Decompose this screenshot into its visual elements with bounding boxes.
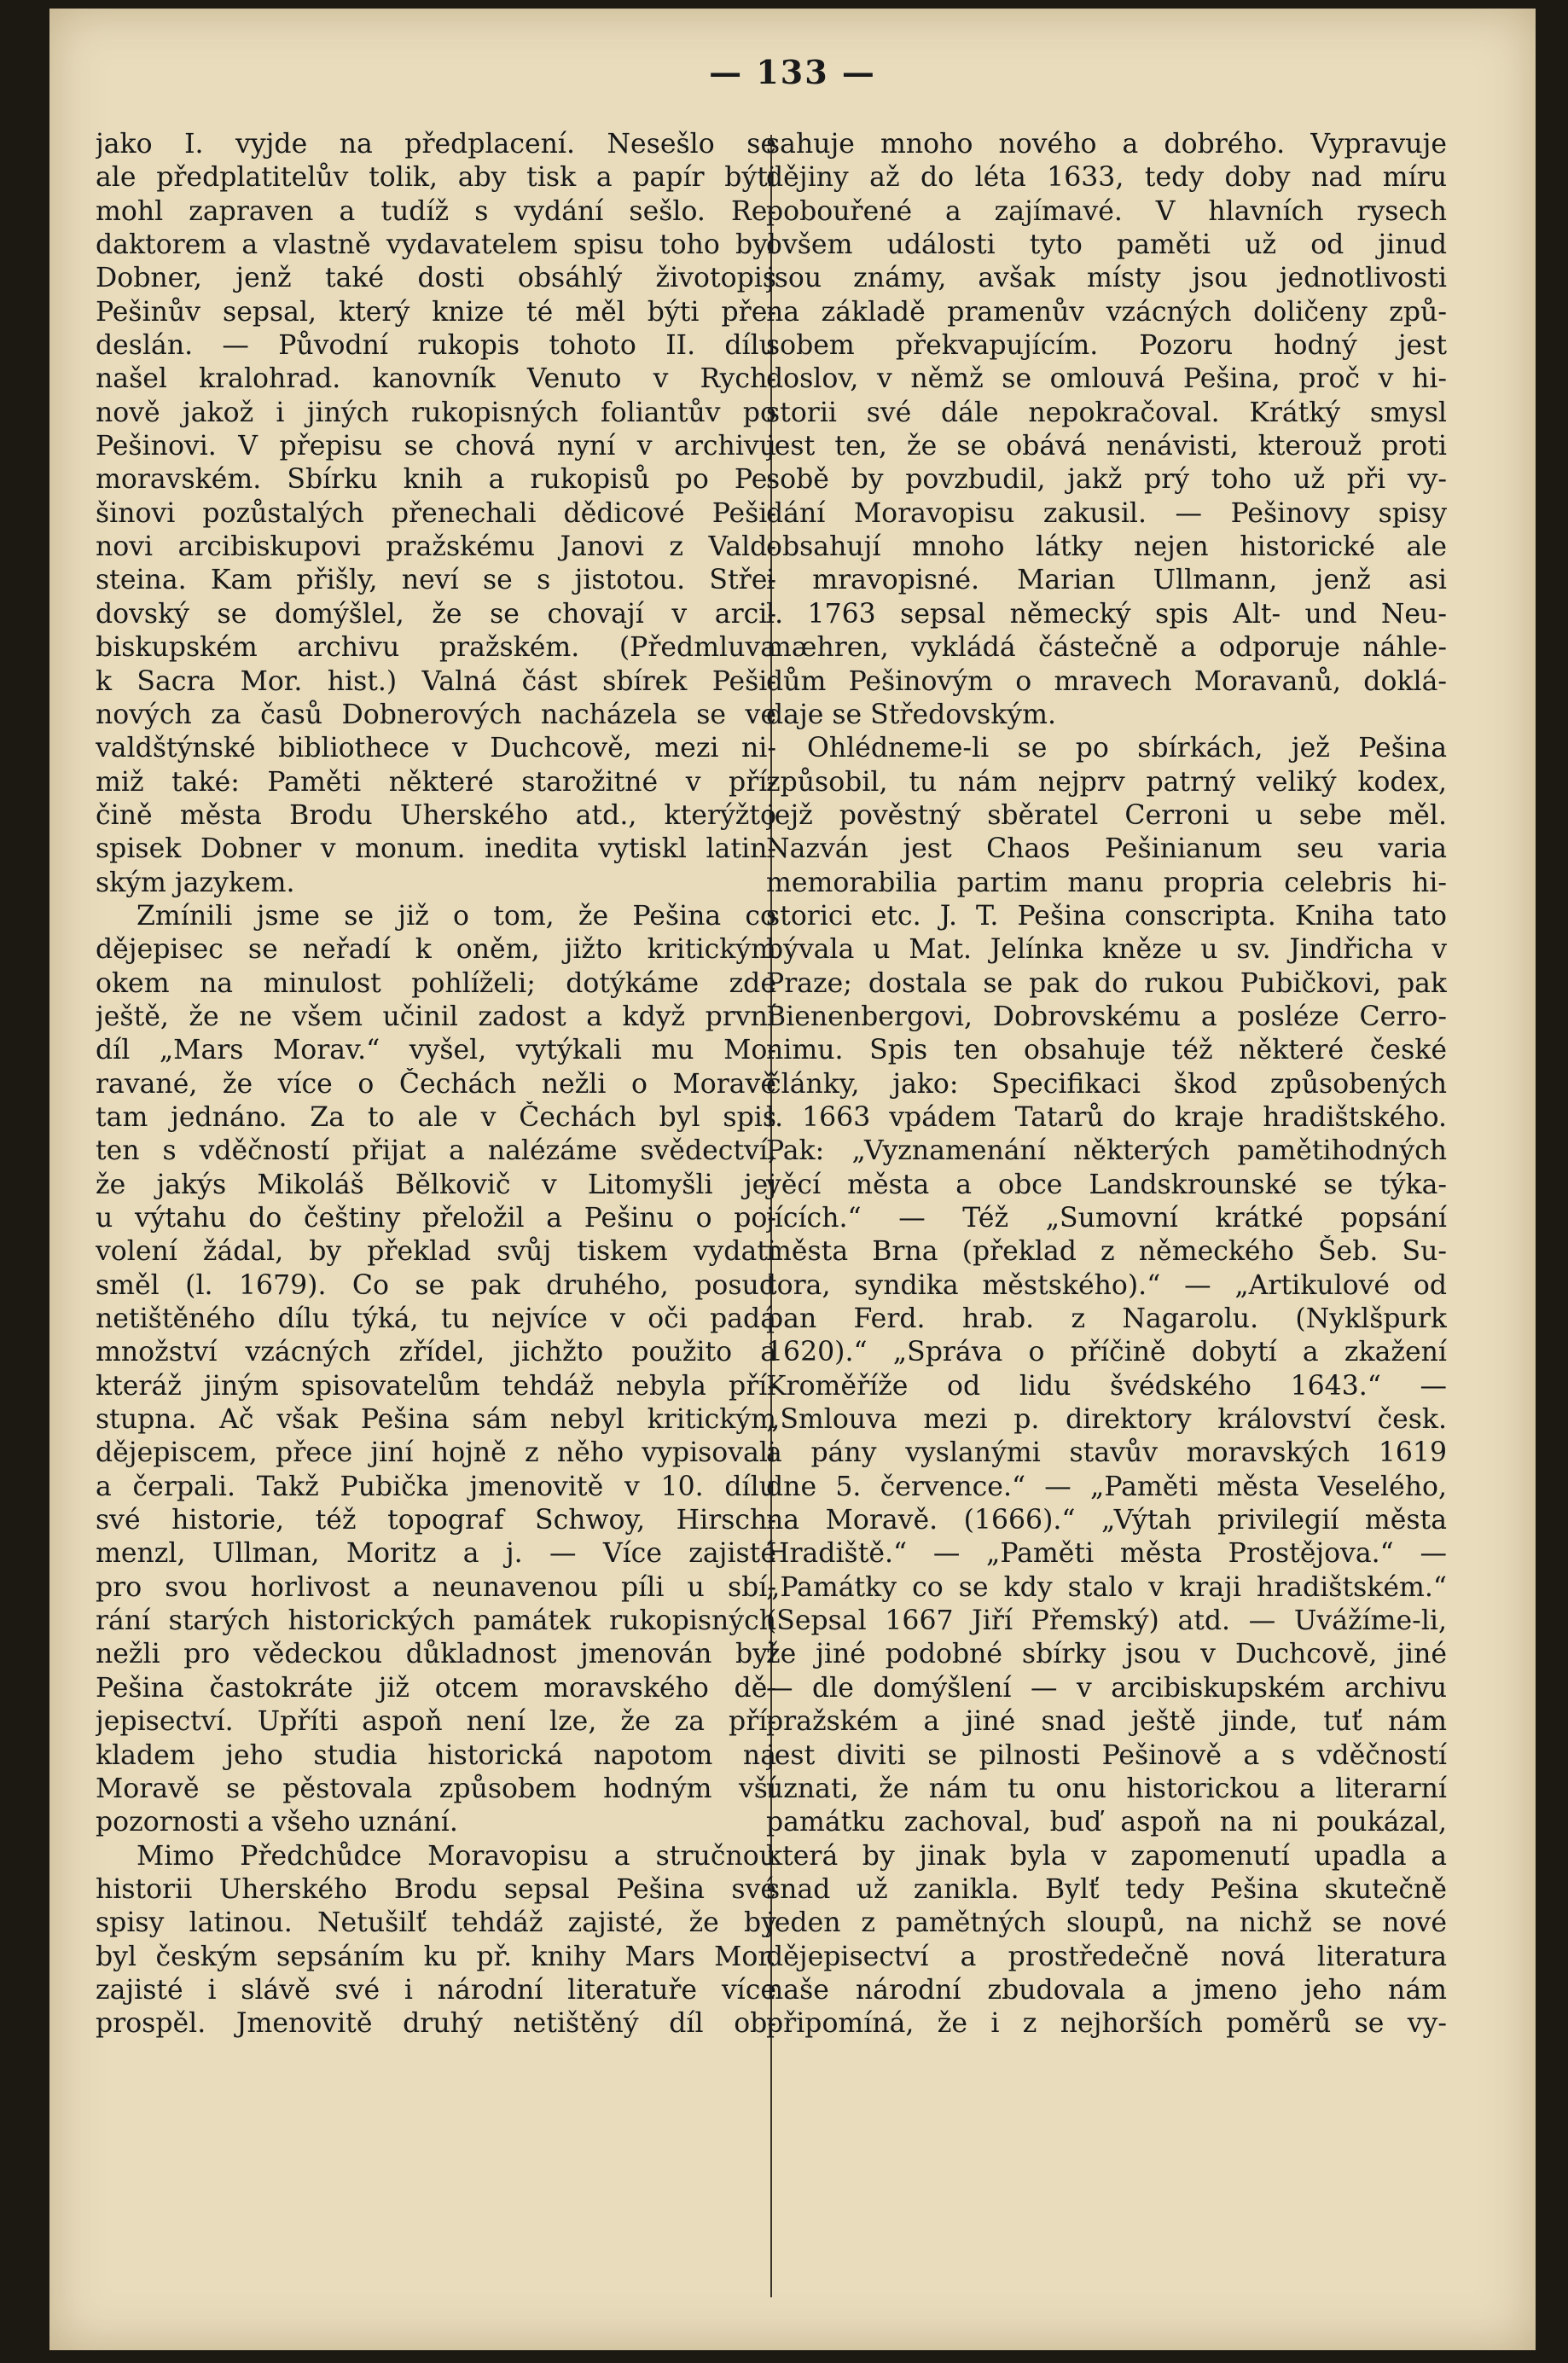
- right-column: [766, 128, 1447, 2041]
- text-line: daje se Středovským.: [766, 699, 1056, 730]
- text-line: stupna. Ač však Pešina sám nebyl kritickým: [96, 1404, 776, 1436]
- text-line: Pešinovi. V přepisu se chová nyní v archivu: [96, 431, 776, 462]
- text-line: na základě pramenův vzácných doličeny způ-: [766, 296, 1447, 328]
- text-line: mæhren, vykládá částečně a odporuje náhle-: [766, 632, 1447, 664]
- text-line: (Sepsal 1667 Jiří Přemský) atd. — Uvážíme-li,: [766, 1605, 1447, 1637]
- text-line: ale předplatitelův tolik, aby tisk a papír býti: [96, 162, 776, 194]
- text-line: Dobner, jenž také dosti obsáhlý životopis: [96, 263, 776, 294]
- book-page: [49, 9, 1536, 2350]
- text-line: kteráž jiným spisovatelům tehdáž nebyla pří-: [96, 1370, 776, 1402]
- text-line: kladem jeho studia historická napotom na: [96, 1739, 776, 1771]
- text-line: daktorem a vlastně vydavatelem spisu toho byl: [96, 229, 776, 261]
- text-line: nově jakož i jiných rukopisných foliantův po: [96, 397, 776, 428]
- text-line: dům Pešinovým o mravech Moravanů, doklá-: [766, 665, 1447, 697]
- text-line: sobem překvapujícím. Pozoru hodný jest: [766, 330, 1447, 362]
- text-line: tora, syndika městského).“ — „Artikulové od: [766, 1269, 1447, 1301]
- text-line: nimu. Spis ten obsahuje též některé české: [766, 1035, 1447, 1066]
- text-line: ještě, že ne všem učinil zadost a když první: [96, 1001, 776, 1032]
- text-line: že jiné podobné sbírky jsou v Duchcově, jiné: [766, 1639, 1447, 1670]
- text-line: dějiny až do léta 1633, tedy doby nad míru: [766, 162, 1447, 194]
- text-line: k Sacra Mor. hist.) Valná část sbírek Peši-: [96, 665, 776, 697]
- text-line: dějepiscem, přece jiní hojně z něho vypisovali: [96, 1437, 776, 1469]
- text-line: Moravě se pěstovala způsobem hodným vší: [96, 1773, 776, 1804]
- text-line: jepisectví. Upříti aspoň není lze, že za pří-: [96, 1706, 776, 1738]
- text-line: čině města Brodu Uherského atd., kterýžto: [96, 799, 776, 831]
- text-line: „Památky co se kdy stalo v kraji hradištském.“: [766, 1571, 1447, 1603]
- text-line: jest diviti se pilnosti Pešinově a s vděčností: [766, 1739, 1447, 1771]
- text-line: spisek Dobner v monum. inedita vytiskl latin-: [96, 833, 776, 865]
- text-line: spisy latinou. Netušilť tehdáž zajisté, že by: [96, 1907, 776, 1939]
- text-line: šinovi pozůstalých přenechali dědicové Peši-: [96, 497, 776, 529]
- text-line: Kroměříže od lidu švédského 1643.“ —: [766, 1370, 1447, 1402]
- text-line: sobě by povzbudil, jakž prý toho už při vy-: [766, 464, 1447, 496]
- text-line: volení žádal, by překlad svůj tiskem vydati: [96, 1236, 776, 1268]
- text-line: dne 5. července.“ — „Paměti města Veselého,: [766, 1471, 1447, 1502]
- text-line: Hradiště.“ — „Paměti města Prostějova.“ —: [766, 1538, 1447, 1570]
- text-line: nežli pro vědeckou důkladnost jmenován byl: [96, 1639, 776, 1670]
- text-line: biskupském archivu pražském. (Předmluva: [96, 632, 776, 664]
- text-line: připomíná, že i z nejhorších poměrů se vy-: [766, 2008, 1447, 2040]
- text-line: památku zachoval, buď aspoň na ni poukázal,: [766, 1807, 1447, 1838]
- text-line: steina. Kam přišly, neví se s jistotou. Stře-: [96, 565, 776, 596]
- text-line: „Smlouva mezi p. direktory království česk.: [766, 1404, 1447, 1436]
- text-line: jsou známy, avšak místy jsou jednotlivosti: [766, 263, 1447, 294]
- text-line: věcí města a obce Landskrounské se týka-: [766, 1169, 1447, 1200]
- text-line: díl „Mars Morav.“ vyšel, vytýkali mu Mo-: [96, 1035, 776, 1066]
- text-line: Pešinův sepsal, který knize té měl býti pře-: [96, 296, 776, 328]
- text-line: pražském a jiné snad ještě jinde, tuť nám: [766, 1706, 1447, 1738]
- text-line: Zmínili jsme se již o tom, že Pešina co: [136, 900, 776, 932]
- text-line: města Brna (překlad z německého Šeb. Su-: [766, 1236, 1447, 1268]
- text-line: moravském. Sbírku knih a rukopisů po Pe-: [96, 464, 776, 496]
- text-line: našel kralohrad. kanovník Venuto v Rych-: [96, 363, 776, 395]
- text-line: pan Ferd. hrab. z Nagarolu. (Nyklšpurk: [766, 1303, 1447, 1335]
- text-line: ravané, že více o Čechách nežli o Moravě: [96, 1068, 776, 1100]
- text-line: pro svou horlivost a neunavenou píli u sbí-: [96, 1571, 776, 1603]
- text-line: doslov, v němž se omlouvá Pešina, proč v hi-: [766, 363, 1447, 395]
- text-line: Pešina častokráte již otcem moravského dě-: [96, 1672, 776, 1704]
- text-line: rání starých historických památek rukopisných: [96, 1605, 776, 1637]
- text-line: na Moravě. (1666).“ „Výtah privilegií města: [766, 1505, 1447, 1536]
- text-line: bývala u Mat. Jelínka kněze u sv. Jindřicha v: [766, 934, 1447, 966]
- text-line: storici etc. J. T. Pešina conscripta. Kniha tato: [766, 900, 1447, 932]
- text-line: deslán. — Původní rukopis tohoto II. dílu: [96, 330, 776, 362]
- text-line: své historie, též topograf Schwoy, Hirsch-: [96, 1505, 776, 1536]
- text-line: směl (l. 1679). Co se pak druhého, posud: [96, 1269, 776, 1301]
- text-line: dějepisectví a prostředečně nová literatura: [766, 1941, 1447, 1972]
- text-line: snad už zanikla. Bylť tedy Pešina skutečně: [766, 1873, 1447, 1905]
- text-line: l. 1763 sepsal německý spis Alt- und Neu-: [766, 598, 1447, 630]
- text-line: tam jednáno. Za to ale v Čechách byl spis: [96, 1101, 776, 1133]
- text-line: prospěl. Jmenovitě druhý netištěný díl ob-: [96, 2008, 776, 2040]
- text-line: l. 1663 vpádem Tatarů do kraje hradištského.: [766, 1101, 1447, 1133]
- text-line: Nazván jest Chaos Pešinianum seu varia: [766, 833, 1447, 865]
- text-line: Mimo Předchůdce Moravopisu a stručnou: [136, 1840, 776, 1872]
- text-line: miž také: Paměti některé starožitné v pří-: [96, 766, 776, 798]
- text-line: ským jazykem.: [96, 867, 295, 898]
- text-line: storii své dále nepokračoval. Krátký smysl: [766, 397, 1447, 428]
- text-line: a čerpali. Takž Pubička jmenovitě v 10. dílu: [96, 1471, 776, 1502]
- text-line: Pak: „Vyznamenání některých pamětihodných: [766, 1135, 1447, 1167]
- text-line: pozornosti a všeho uznání.: [96, 1807, 458, 1838]
- text-line: ten s vděčností přijat a nalézáme svědectví,: [96, 1135, 776, 1167]
- text-line: i mravopisné. Marian Ullmann, jenž asi: [766, 565, 1447, 596]
- text-line: ovšem události tyto paměti už od jinud: [766, 229, 1447, 261]
- text-line: naše národní zbudovala a jmeno jeho nám: [766, 1974, 1447, 2006]
- text-line: dání Moravopisu zakusil. — Pešinovy spisy: [766, 497, 1447, 529]
- text-line: dovský se domýšlel, že se chovají v arci-: [96, 598, 776, 630]
- text-line: uznati, že nám tu onu historickou a literarní: [766, 1773, 1447, 1804]
- text-line: nových za časů Dobnerových nacházela se ve: [96, 699, 776, 730]
- text-line: valdštýnské bibliothece v Duchcově, mezi ni-: [96, 733, 776, 764]
- text-line: Ohlédneme-li se po sbírkách, jež Pešina: [807, 733, 1447, 764]
- text-line: Bienenbergovi, Dobrovskému a posléze Cerro-: [766, 1001, 1447, 1032]
- text-line: pobouřené a zajímavé. V hlavních rysech: [766, 195, 1447, 227]
- text-line: jejž pověstný sběratel Cerroni u sebe měl.: [766, 799, 1447, 831]
- text-line: netištěného dílu týká, tu nejvíce v oči padá: [96, 1303, 776, 1335]
- text-line: jících.“ — Též „Sumovní krátké popsání: [766, 1203, 1447, 1234]
- text-line: zajisté i slávě své i národní literatuře více: [96, 1974, 776, 2006]
- text-line: obsahují mnoho látky nejen historické ale: [766, 531, 1447, 563]
- text-line: sahuje mnoho nového a dobrého. Vypravuje: [766, 129, 1447, 160]
- text-line: memorabilia partim manu propria celebris hi-: [766, 867, 1447, 898]
- text-line: jako I. vyjde na předplacení. Nesešlo se: [96, 129, 776, 160]
- text-line: jest ten, že se obává nenávisti, kterouž proti: [766, 431, 1447, 462]
- text-line: menzl, Ullman, Moritz a j. — Více zajisté: [96, 1538, 776, 1570]
- left-column: [96, 128, 776, 2041]
- text-line: u výtahu do češtiny přeložil a Pešinu o po-: [96, 1203, 776, 1234]
- text-line: Praze; dostala se pak do rukou Pubičkovi, pak: [766, 967, 1447, 999]
- text-line: okem na minulost pohlíželi; dotýkáme zde: [96, 967, 776, 999]
- text-line: jeden z pamětných sloupů, na nichž se nové: [766, 1907, 1447, 1939]
- text-line: — dle domýšlení — v arcibiskupském archivu: [766, 1672, 1447, 1704]
- text-line: historii Uherského Brodu sepsal Pešina své: [96, 1873, 776, 1905]
- text-line: která by jinak byla v zapomenutí upadla a: [766, 1840, 1447, 1872]
- text-line: způsobil, tu nám nejprv patrný veliký kodex,: [766, 766, 1447, 798]
- text-line: novi arcibiskupovi pražskému Janovi z Vald-: [96, 531, 776, 563]
- text-line: a pány vyslanými stavův moravských 1619: [766, 1437, 1447, 1469]
- text-line: byl českým sepsáním ku př. knihy Mars Mor.: [96, 1941, 776, 1972]
- text-line: články, jako: Specifikaci škod způsobených: [766, 1068, 1447, 1100]
- text-line: dějepisec se neřadí k oněm, jižto kritickým: [96, 934, 776, 966]
- page-number: — 133 —: [709, 53, 876, 91]
- text-line: mohl zapraven a tudíž s vydání sešlo. Re-: [96, 195, 776, 227]
- text-line: 1620).“ „Správa o příčině dobytí a zkažení: [766, 1337, 1447, 1368]
- text-line: že jakýs Mikoláš Bělkovič v Litomyšli jej: [96, 1169, 776, 1200]
- text-line: množství vzácných zřídel, jichžto použito a: [96, 1337, 776, 1368]
